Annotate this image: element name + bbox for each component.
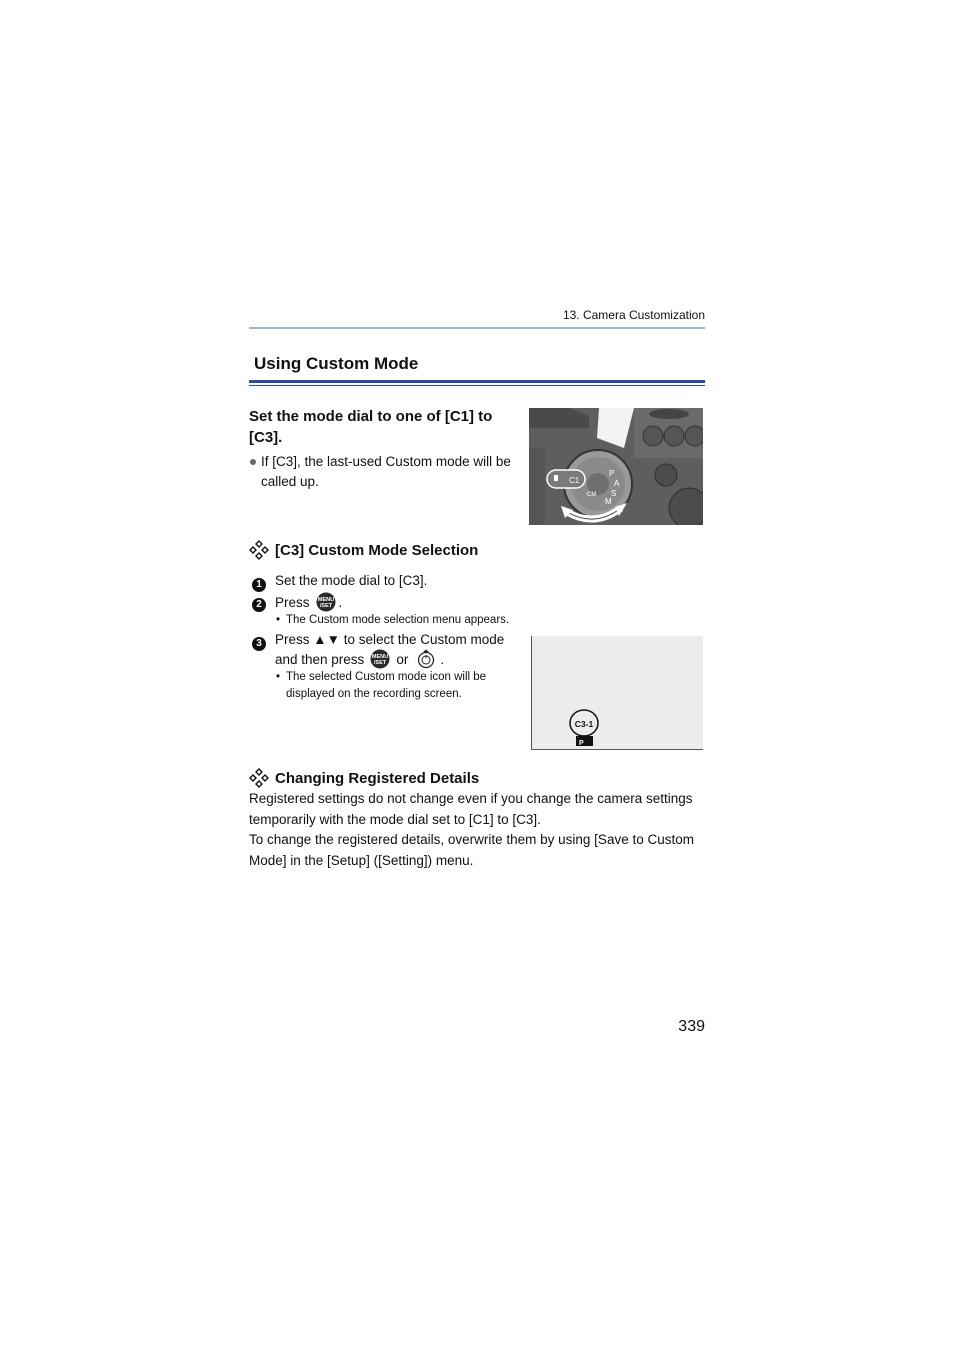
changing-heading <box>249 768 479 788</box>
c3-heading-text: [C3] Custom Mode Selection <box>275 541 479 559</box>
step-3-line1: Press ▲▼ to select the Custom mode <box>275 632 505 647</box>
dial-c1-label: C1 <box>569 476 580 485</box>
changing-paragraph <box>249 789 705 871</box>
step-3-note-line2: displayed on the recording screen. <box>286 688 462 700</box>
step-3-note <box>276 669 516 703</box>
step-1-text: Set the mode dial to [C3]. <box>275 573 428 588</box>
joystick-button-icon <box>416 649 436 669</box>
changing-heading-text: Changing Registered Details <box>275 769 480 787</box>
step-2-note <box>276 612 509 629</box>
step-3-line2-text: and then press <box>275 651 365 667</box>
changing-para2-line2: Mode] in the [Setup] ([Setting]) menu. <box>249 852 474 868</box>
svg-text:P: P <box>579 740 584 747</box>
diamond-bullet-icon <box>249 768 269 788</box>
page-number: 339 <box>678 1018 705 1035</box>
dial-mode-p: P <box>609 469 615 478</box>
step-3-line2 <box>275 649 444 669</box>
changing-para1-line2: temporarily with the mode dial set to [C1] to [C3]. <box>249 811 541 827</box>
step-number-1: 1 <box>252 574 266 592</box>
camera-dial-illustration <box>529 408 703 525</box>
changing-para1-line1: Registered settings do not change even if you change the camera settings <box>249 791 693 806</box>
mode-dial-photo <box>529 408 703 525</box>
diamond-bullet-icon <box>249 540 269 560</box>
step-number-3: 3 <box>252 633 266 651</box>
step-number-2: 2 <box>252 594 266 612</box>
menu-set-button-icon <box>370 649 390 669</box>
recording-screen-illustration <box>531 636 703 750</box>
section-title: Using Custom Mode <box>254 354 419 373</box>
step-heading-line2: [C3]. <box>249 429 283 446</box>
step-3-period: . <box>440 651 445 667</box>
dial-mode-m: M <box>605 497 612 506</box>
step-bullet <box>249 452 519 492</box>
dial-mode-a: A <box>614 479 620 488</box>
svg-text:/SET: /SET <box>319 603 332 609</box>
chapter-title: 13. Camera Customization <box>562 308 705 322</box>
menu-set-button-icon <box>316 592 336 612</box>
step-heading-line1: Set the mode dial to one of [C1] to <box>249 408 493 425</box>
changing-para2-line1: To change the registered details, overwrite them by using [Save to Custom <box>249 832 694 847</box>
custom-mode-icon <box>532 636 704 750</box>
c3-heading <box>249 540 478 560</box>
title-rule-thin <box>249 385 705 386</box>
bullet-dot-icon <box>250 459 256 465</box>
svg-text:/SET: /SET <box>374 660 387 666</box>
c3-1-mode-label: C3-1 <box>574 719 594 729</box>
note-bullet-icon: • <box>276 671 281 683</box>
step-2-text: Press <box>275 594 310 610</box>
step-2-line <box>275 592 342 612</box>
note-bullet-icon: • <box>276 614 281 626</box>
header-rule <box>249 327 705 329</box>
dial-mode-cm: CM <box>587 492 597 498</box>
svg-text:MENU: MENU <box>372 654 389 660</box>
step-bullet-line2: called up. <box>261 474 319 489</box>
step-bullet-line1: If [C3], the last-used Custom mode will be <box>261 454 511 469</box>
svg-text:MENU: MENU <box>317 597 334 603</box>
step-heading <box>249 406 519 448</box>
dial-mode-s: S <box>611 489 617 498</box>
step-3-note-line1: The selected Custom mode icon will be <box>286 671 487 683</box>
title-rule <box>249 380 705 383</box>
step-3-or: or <box>396 651 409 667</box>
step-2-note-text: The Custom mode selection menu appears. <box>286 614 510 626</box>
step-2-period: . <box>338 594 343 610</box>
